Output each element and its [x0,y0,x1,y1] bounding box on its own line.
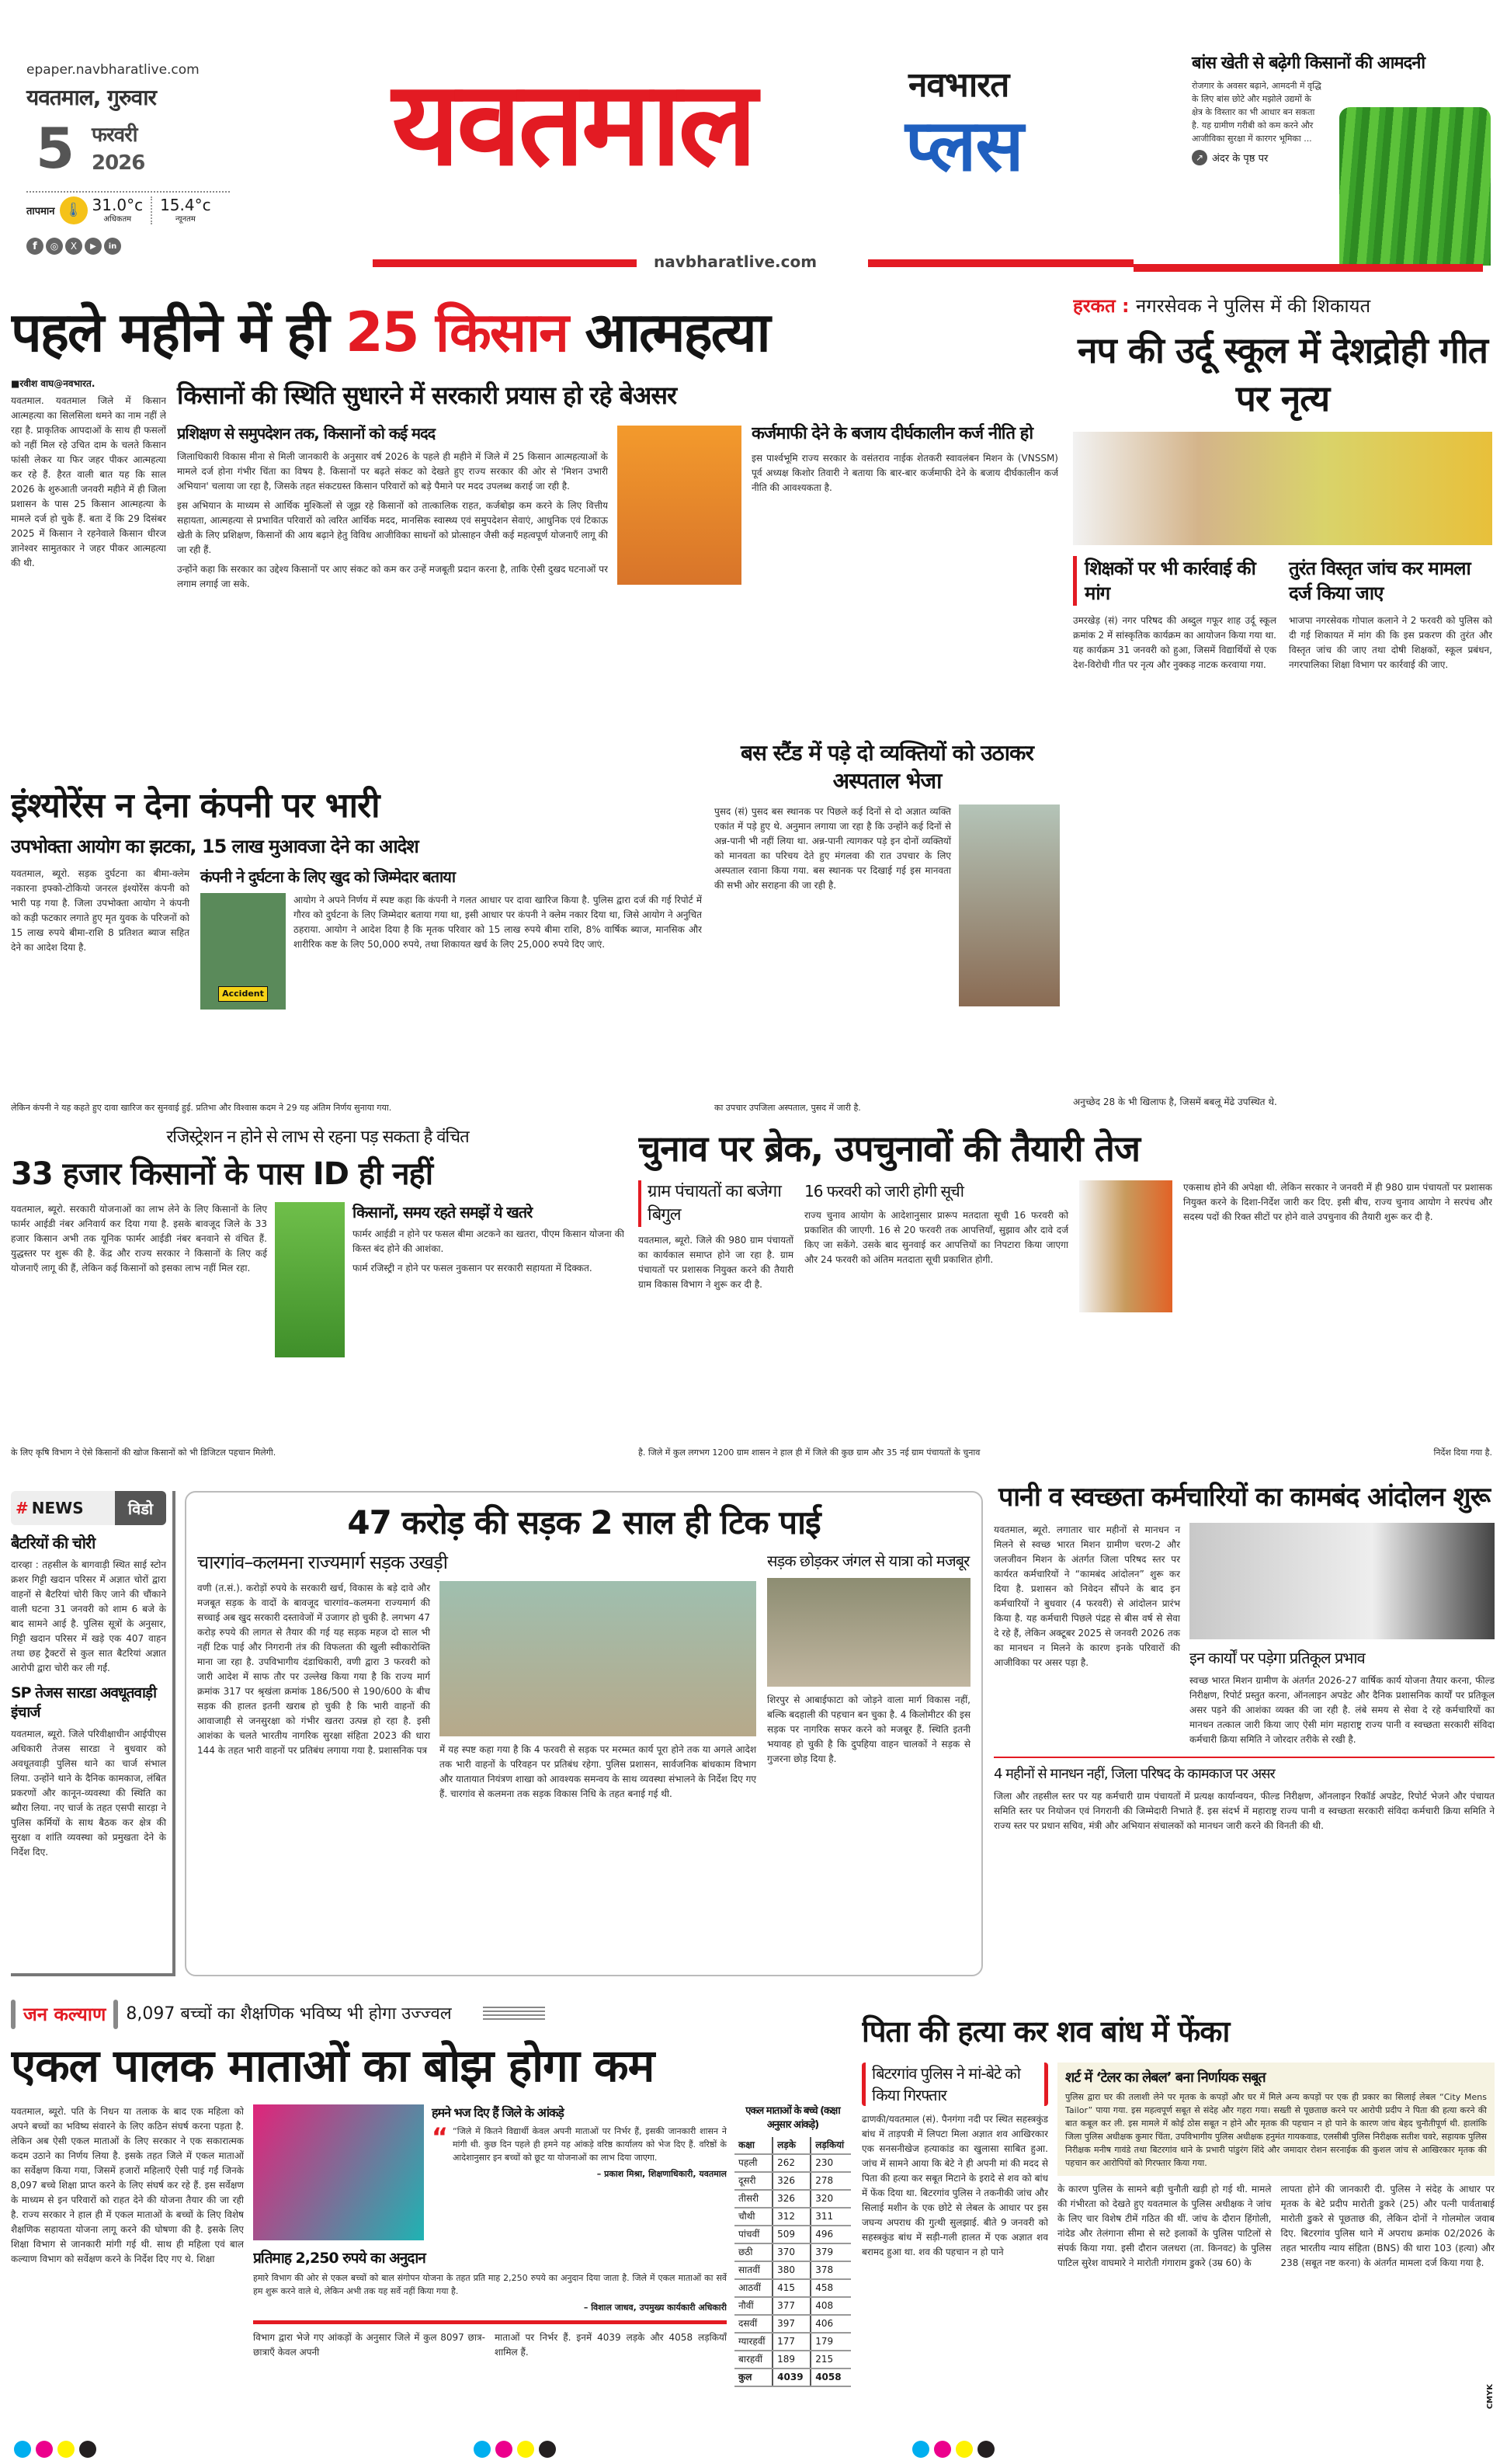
thermometer-icon: 🌡 [60,196,88,224]
sanitation-body: यवतमाल, ब्यूरो. लगातार चार महीनों से मानधन न मिलने से स्वच्छ भारत मिशन ग्रामीण चरण-2 और जलजीवन मिशन के अंतर्गत जिला परिषद स्तर पर कार्यरत कर्मचारियों ने “कामबंद आंदोलन” शुरू कर दिया है. प्रशासन को निवेदन सौंपने के बाद इन कर्मचारियों ने बुधवार (4 फरवरी) से आंदोलन प्रारंभ किया है. यह कर्मचारी पिछले पंद्रह से बीस वर्ष से सेवा दे रहे हैं, लेकिन अक्टूबर 2025 से जनवरी 2026 तक का मानधन न मिलने के कारण इनके परिवारों की आजीविका पर असर पड़ा है. [994,1524,1180,1668]
table-cell: 377 [773,2297,811,2315]
single-mothers-body: यवतमाल, ब्यूरो. पति के निधन या तलाक के बाद एक महिला को अपने बच्चों का भविष्य संवारने के लिए कठिन संघर्ष करना पड़ता है. लेकिन अब ऐसी एकल माताओं के लिए सरकार ने एक सकारात्मक कदम उठाने का निर्णय लिया है. इसके तहत जिले में एकल माताओं का सर्वेक्षण किया गया, जिसमें हजारों महिलाएँ ऐसी पाई गईं जिनके 8,097 बच्चे शिक्षा प्राप्त करने के लिए संघर्ष कर रहे हैं. इस सर्वेक्षण के माध्यम से इन परिवारों को राहत देने की योजना तैयार की जा रही है. राज्य सरकार ने हाल ही में एकल माताओं के बच्चों के लिए विशेष शैक्षणिक सहायता योजना लागू करने की घोषणा की है. इसके लिए शिक्षा विभाग से जानकारी मांगी गई थी. साथ ही महिला एवं बाल कल्याण विभाग को सर्वेक्षण करने के निर्देश दिए गए थे. शिक्षा [11,2106,244,2264]
table-header-cell: लड़कियां [811,2137,851,2154]
urdu-school-story [1073,294,1492,1117]
murder-box-body: पुलिस द्वारा घर की तलाशी लेने पर मृतक के कपड़ों और घर में मिले अन्य कपड़ों पर एक ही प्रकार का सिलाई लेबल “City Mens Tailor” पाया गया. इस महत्वपूर्ण सबूत से संदेह और गहरा गया। सख्ती से पूछताछ करने पर आरोपी प्रदीप ने पिता की हत्या करने की बात कबूल कर ली. इस मामले में कोई ठोस सबूत न होने और मृतक की पहचान न हो पाने के कारण जांच बेहद चुनौतीपूर्ण थी. हालांकि जिला पुलिस अधीक्षक कुमार चिंता, उपविभागीय पुलिस अधीक्षक हनुमंत गायकवाड, एलसीबी पुलिस निरीक्षक सतीश चवरे, सहायक पुलिस निरीक्षक मनीष गावंडे तथा बिटरगांव थाने के प्रभारी पांडुरंग शिंदे और जमादार रोशन सरनाईक की कुशल जांच से आखिरकार मृतक की पहचान कर आरोपियों को गिरफ्तार किया गया. [1065,2092,1487,2168]
battery-body: दारव्हा : तहसील के बागवाड़ी स्थित साई स्टोन क्रशर गिट्टी खदान परिसर में अज्ञात चोरों द्वारा वाहनों से बैटरियां चोरी किए जाने की चौंकाने वाली घटना 31 जनवरी को शाम 6 बजे के बाद सामने आई है. पुलिस सूत्रों के अनुसार, गिट्टी खदान परिसर में खड़े एक 407 वाहन तथा छह ट्रैक्टरों से कुल सात बैटरियां अज्ञात आरोपी द्वारा चोरी कर ली गईं. [11,1559,166,1673]
ambulance-photo [959,805,1060,1006]
sp-headline: SP तेजस सारडा अवधूतवाड़ी इंचार्ज [11,1684,157,1721]
table-row [734,2190,851,2208]
farmer-kicker: रजिस्ट्रेशन न होने से लाभ से रहना पड़ सकता है वंचित [166,1128,469,1147]
table-cell: 509 [773,2226,811,2243]
table-row [734,2154,851,2172]
linkedin-icon[interactable]: in [104,238,121,255]
quote2-body: हमारे विभाग की ओर से एकल बच्चों को बाल संगोपन योजना के तहत प्रति माह 2,250 रुपये का अनुदान दिया जाता है. जिले में एकल माताओं का सर्वे हम शुरू करने वाले थे, लेकिन अभी तक यह सर्वे नहीं किया गया है. [253,2273,727,2296]
urdu-footer: अनुच्छेद 28 के भी खिलाफ है, जिसमें बबलू मेंढे उपस्थित थे. [1073,1096,1277,1107]
tailor-label-box [1057,2063,1495,2176]
insurance-body: यवतमाल, ब्यूरो. सड़क दुर्घटना का बीमा-क्लेम नकारना इफ्को-टोकियो जनरल इंश्योरेंस कंपनी को भारी पड़ गया है. जिला उपभोक्ता आयोग ने कंपनी को कड़ी फटकार लगाते हुए मृत युवक के परिजनों को 15 लाख रुपये बीमा-राशि 8 प्रतिशत ब्याज सहित देने का आदेश दिया है. [11,868,189,953]
complainants-photo [1073,432,1492,545]
table-cell: 278 [811,2172,851,2190]
farmer-photo [275,1202,345,1357]
farmer-id-story [11,1126,624,1441]
bamboo-image [1339,107,1491,266]
table-row [734,2351,851,2368]
masthead-title: यवतमाल [392,57,755,192]
election-sub2-body: राज्य चुनाव आयोग के आदेशानुसार प्रारूप मतदाता सूची 16 फरवरी को प्रकाशित की जाएगी. 16 से 20 फरवरी तक आपत्तियाँ, सुझाव और दावे दर्ज किए जा सकेंगे. उसके बाद सुनवाई कर आपत्तियों का निपटारा किया जाएगा और 24 फरवरी को अंतिम मतदाता सूची प्रकाशित होगी. [804,1210,1068,1265]
bus-headline: बस स्टैंड में पड़े दो व्यक्तियों को उठाकर अस्पताल भेजा [741,740,1033,794]
temperature [26,196,211,224]
table-row [734,2315,851,2333]
accident-sign-icon: Accident [218,986,268,1002]
table-cell: 177 [773,2333,811,2351]
table-cell: 380 [773,2261,811,2279]
masthead-divider [26,191,230,193]
table-cell: 4039 [773,2368,811,2386]
single-mothers-middle [253,2104,727,2431]
urdu-sub2: तुरंत विस्तृत जांच कर मामला दर्ज किया जाए [1289,558,1470,604]
table-row [734,2172,851,2190]
table-cell: 215 [811,2351,851,2368]
sanitation-headline: पानी व स्वच्छता कर्मचारियों का कामबंद आंदोलन शुरू [998,1482,1490,1513]
lead-side [752,423,1058,730]
road-col2-body: में यह स्पष्ट कहा गया है कि 4 फरवरी से सड़क पर मरम्मत कार्य पूरा होने तक या अगले आदेश तक भारी वाहनों के परिवहन पर प्रतिबंध रहेगा. पुलिस प्रशासन, सार्वजनिक बांधकाम विभाग और यातायात नियंत्रण शाखा को आवश्यक समन्वय के साथ व्यवस्था संभालने के निर्देश दिए गए हैं. चारगांव से कलमना तक सड़क विकास निधि के तहत बनाई गई थी. [439,1744,756,1799]
news-video-tag: # NEWS विडो [11,1491,166,1525]
insurance-subheadline: उपभोक्ता आयोग का झटका, 15 लाख मुआवजा देने का आदेश [11,836,418,857]
murder-left [862,2063,1048,2431]
website[interactable]: navbharatlive.com [654,252,818,271]
table-cell: छठी [734,2243,773,2261]
table-cell: दूसरी [734,2172,773,2190]
brand-top: नवभारत [908,65,1009,105]
politicians-cartoon [1079,1180,1172,1312]
quote1-heading: हमने भज दिए हैं जिले के आंकड़े [432,2105,564,2120]
temperature-label: तापमान [26,205,55,217]
lead-box-heading: प्रशिक्षण से समुपदेशन तक, किसानों को कई मदद [177,424,436,443]
quote2-attr: – विशाल जाधव, उपमुख्य कार्यकारी अधिकारी [583,2302,727,2313]
urdu-sub1-body: उमरखेड़ (सं) नगर परिषद की अब्दुल गफूर शाह उर्दू स्कूल क्रमांक 2 में सांस्कृतिक कार्यक्रम का आयोजन किया गया था. यह कार्यक्रम 31 जनवरी को हुआ, जिसमें विद्यार्थियों से एक देश-विरोधी गीत पर नृत्य और नुक्कड़ नाटक करवाया गया. [1073,615,1276,670]
table-cell: 312 [773,2208,811,2226]
election-footer-left: है. जिले में कुल लगभग 1200 ग्राम शासन ने हाल ही में जिले की कुछ ग्राम और 35 नई ग्राम पंचायतों के चुनाव [638,1447,981,1458]
table-cell: पांचवीं [734,2226,773,2243]
arrow-icon: ↗ [1192,150,1207,165]
election-footer-right: निर्देश दिया गया है. [1433,1447,1492,1458]
sanitation-sub2-body: स्वच्छ भारत मिशन ग्रामीण के अंतर्गत 2026-27 वार्षिक कार्य योजना तैयार करना, फील्ड निरीक्षण, रिपोर्ट प्रस्तुत करना, ऑनलाइन अपडेट और दैनिक प्रशासनिक कार्यों पर प्रतिकूल असर पड़ने की आशंका व्यक्त की जा रही है. लंबे समय से सेवा दे रहे कर्मचारियों का मानधन तत्काल जारी किया जाए ऐसी मांग महाराष्ट्र राज्य पानी व स्वच्छता सरकारी संविदा कर्मचारी क्रिया समिति ने जोरदार तरीके से रखी है. [1189,1675,1495,1745]
urdu-sub1: शिक्षकों पर भी कार्रवाई की मांग [1073,556,1276,606]
lead-side-heading: कर्जमाफी देने के बजाय दीर्घकालीन कर्ज नीति हो [752,424,1033,443]
table-cell: 415 [773,2279,811,2297]
election-story [638,1126,1492,1441]
lead-box-points: जिलाधिकारी विकास मीना से मिली जानकारी के अनुसार वर्ष 2026 के पहले ही महीने में जिले में 25 किसान आत्महत्याओं के मामले दर्ज होना गंभीर चिंता का विषय है. किसानों पर बढ़ते संकट को देखते हुए राज्य सरकार की ओर से 'मिशन उभारी अभियान' चलाया जा रहा है, जिसके तहत संकटग्रस्त किसान परिवारों को बड़े पैमाने पर मदद उपलब्ध कराई जा रही है. इस अभियान के माध्यम से आर्थिक मुश्किलों से जूझ रहे किसानों को तात्कालिक राहत, कर्जबोझ कम करने के लिए वित्तीय सहायता, आत्महत्या से प्रभावित परिवारों को त्वरित आर्थिक मदद, मानसिक स्वास्थ्य एवं समुपदेशन सेवाएं, आधुनिक एवं टिकाऊ खेती के लिए प्रशिक्षण, किसानों की आय बढ़ाने हेतु विविध आजीविका साधनों को प्रोत्साहन जैसी कई महत्वपूर्ण योजनाएँ लागू की जा रही हैं. उन्होंने कहा कि सरकार का उद्देश्य किसानों पर आए संकट को कम कर उन्हें मजबूती प्रदान करना है, ताकि ऐसी दुखद घटनाओं पर लगाम लगाई जा सके. [177,451,608,589]
road-story [185,1491,983,1976]
news-video-box [11,1491,175,1976]
single-mothers-bottom-col2: माताओं पर निर्भर हैं. इनमें 4039 लड़के और 4058 लड़कियाँ शामिल हैं. [495,2332,727,2358]
hash-icon: # [16,1499,29,1517]
lead-box [177,423,608,730]
sanitation-sub2: इन कार्यों पर पड़ेगा प्रतिकूल प्रभाव [1189,1649,1365,1667]
road-sub2: सड़क छोड़कर जंगल से यात्रा को मजबूर [767,1552,970,1570]
table-cell: बारहवीं [734,2351,773,2368]
urdu-sub2-body: भाजपा नगरसेवक गोपाल कलाने ने 2 फरवरी को पुलिस को दी गई शिकायत में मांग की कि इस प्रकरण की तुरंत और विस्तृत जांच की जाए तथा दोषी शिक्षकों, स्कूल प्रबंधन, नगरपालिका शिक्षा विभाग पर कार्रवाई की जाए. [1289,615,1492,670]
road-headline: 47 करोड़ की सड़क 2 साल ही टिक पाई [347,1503,821,1541]
insurance-headline: इंश्योरेंस न देना कंपनी पर भारी [11,786,380,825]
election-sub1-body: यवतमाल, ब्यूरो. जिले की 980 ग्राम पंचायतों का कार्यकाल समाप्त होने जा रहा है. ग्राम पंचायतों पर प्रशासक नियुक्त करने की तैयारी ग्राम विकास विभाग ने शुरू कर दी है. [638,1235,793,1290]
table-header-cell: कक्षा [734,2137,773,2154]
sp-body: यवतमाल, ब्यूरो. जिले परिवीक्षाधीन आईपीएस अधिकारी तेजस सारडा ने बुधवार को अवधूतवाड़ी पुलिस थाने का चार्ज संभाल लिया. उन्होंने थाने के दैनिक कामकाज, लंबित प्रकरणों और कानून-व्यवस्था की स्थिति का ब्यौरा लिया. नए चार्ज के तहत एसपी सारड़ा ने पुलिस कर्मियों के साथ बैठक कर क्षेत्र की सुरक्षा व शांति व्यवस्था को प्रमुखता देने के निर्देश दिए. [11,1729,166,1858]
table-row [734,2261,851,2279]
table-cell: 458 [811,2279,851,2297]
murder-col3: लापता होने की जानकारी दी. पुलिस ने संदेह के आधार पर मृतक के बेटे प्रदीप मारोती डुकरे (25) और पत्नी पार्वताबाई मारोती डुकरे से पूछताछ की, लेकिन दोनों ने गोलमोल जवाब दिए. बिटरगांव पुलिस थाने में अपराध क्रमांक 02/2026 के तहत भारतीय न्याय संहिता (BNS) की धारा 103 (हत्या) और 238 (सबूत नष्ट करना) के अंतर्गत मामला दर्ज किया गया है. [1280,2184,1495,2268]
table-cell: सातवीं [734,2261,773,2279]
cmyk-marks-right [912,2441,995,2458]
teaser-link[interactable]: अंदर के पृष्ठ पर [1212,153,1269,165]
murder-col1: ढाणकी/यवतमाल (सं). पैनगंगा नदी पर स्थित सहस्त्रकुंड बांध में ताड़पत्री में लिपटा मिला अज्ञात शव आखिरकार एक सनसनीखेज हत्याकांड का खुलासा साबित हुआ. जांच में सामने आया कि बेटे ने ही अपनी मां की मदद से पिता की हत्या कर सबूत मिटाने के इरादे से शव को बांध में फेंक दिया था. बिटरगांव पुलिस ने तकनीकी जांच और सिलाई मशीन के एक छोटे से लेबल के आधार पर इस जघन्य अपराध की गुत्थी सुलझाई. बीते 9 जनवरी को सहस्त्रकुंड बांध में सड़ी-गली हालत में एक अज्ञात शव बरामद हुआ था. शव की पहचान न हो पाने [862,2114,1048,2257]
insurance-box-heading: कंपनी ने दुर्घटना के लिए खुद को जिम्मेदार बताया [200,867,456,886]
teaser-headline: बांस खेती से बढ़ेगी किसानों की आमदनी [1192,54,1425,73]
election-sub1: ग्राम पंचायतों का बजेगा बिगुल [638,1180,793,1227]
facebook-icon[interactable]: f [26,238,43,255]
table-cell: दसवीं [734,2315,773,2333]
battery-headline: बैटरियों की चोरी [11,1534,95,1552]
lead-byline: ■रवीश वाघ@नवभारत. [11,378,95,389]
table-cell: 189 [773,2351,811,2368]
murder-sub1: बिटरगांव पुलिस ने मां-बेटे को किया गिरफ्तार [862,2063,1048,2106]
table-cell: 378 [811,2261,851,2279]
insurance-box-body: आयोग ने अपने निर्णय में स्पष्ट कहा कि कंपनी ने गलत आधार पर दावा खारिज किया है. पुलिस द्वारा दर्ज की गई रिपोर्ट में गौरव को दुर्घटना के लिए जिम्मेदार बताया गया था, इसी आधार पर कंपनी ने क्लेम नकार दिया था, जिसे आयोग ने अनुचित ठहराया. आयोग ने आदेश दिया है कि मृतक परिवार को 15 लाख रुपये बीमा राशि, 8% वार्षिक ब्याज, मानसिक और शारीरिक कष्ट के लिए 50,000 रुपये, तथा शिकायत खर्च के लिए 25,000 रुपये दिए जाएं. [293,895,702,950]
quote1-attr: – प्रकाश मिश्रा, शिक्षणाधिकारी, यवतमाल [596,2169,727,2179]
table-cell: 408 [811,2297,851,2315]
mother-child-photo [253,2104,424,2240]
accident-image [200,893,286,1010]
table-cell: 326 [773,2172,811,2190]
road-sub2-body: शिरपुर से आबाईफाटा को जोड़ने वाला मार्ग विकास नहीं, बल्कि बदहाली की पहचान बन चुका है. 4 किलोमीटर की इस सड़क पर नागरिक सफर करने को मजबूर हैं. स्थिति इतनी भयावह हो चुकी है कि दुपहिया वाहन चालकों ने सड़क से गुजरना छोड़ दिया है. [767,1694,970,1764]
bus-body: पुसद (सं) पुसद बस स्थानक पर पिछले कई दिनों से दो अज्ञात व्यक्ति एकांत में पड़े हुए थे. अनुमान लगाया जा रहा है कि उन्होंने कई दिनों से अन्न-पानी भी नहीं लिया था. अन्न-पानी त्यागकर पड़े इन दोनों व्यक्तियों को मानवता का परिचय देते हुए मंगलवा की रात उपचार के लिए अस्पताल रवाना किया गया. बस स्थानक पर दिखाई गई इस मानवता की सभी ओर सराहना की जा रही है. [714,806,951,891]
table-row [734,2243,851,2261]
teaser[interactable] [1192,53,1491,272]
date-month: फरवरी [92,123,137,147]
decorative-lines [483,2007,545,2022]
masthead [0,0,1500,280]
city-day: यवतमाल, गुरुवार [26,85,156,110]
table-row [734,2333,851,2351]
cmyk-marks-left [14,2441,96,2458]
table-cell: 370 [773,2243,811,2261]
table-cell: तीसरी [734,2190,773,2208]
table-row [734,2208,851,2226]
memorandum-photo [1189,1523,1495,1639]
murder-right [1057,2063,1495,2431]
temp-min: 15.4°c [160,196,211,214]
temp-max-label: अधिकतम [103,215,132,224]
teaser-body: रोजगार के अवसर बढ़ाने, आमदनी में वृद्धि के लिए बांस छोटे और मझोले उद्यमों के क्षेत्र के विस्तार का भी आधार बन सकता है. यह ग्रामीण गरीबी को कम करने और आजीविका सुरक्षा में कारगर भूमिका ... [1192,81,1321,144]
murder-box-heading: शर्ट में ‘टेलर का लेबल’ बना निर्णायक सबूत [1065,2070,1266,2086]
date-day: 5 [36,116,75,181]
site-url[interactable]: epaper.navbharatlive.com [26,62,200,78]
table-cell: 311 [811,2208,851,2226]
table-row [734,2279,851,2297]
table-cell: 320 [811,2190,851,2208]
election-footer [638,1446,1492,1460]
jan-kalyan-text: 8,097 बच्चों का शैक्षणिक भविष्य भी होगा उज्ज्वल [126,2004,452,2024]
temp-min-label: न्यूनतम [175,215,196,224]
quote1-body: “जिले में कितने विद्यार्थी केवल अपनी माताओं पर निर्भर हैं, इसकी जानकारी शासन ने मांगी थी. कुछ दिन पहले ही हमने यह आंकड़े वरिष्ठ कार्यालय को भेज दिए हैं. वरिष्ठों के आदेशानुसार इन बच्चों को छूट या योजनाओं का लाभ दिया जाएगा. [453,2126,727,2163]
lead-subheadline: किसानों की स्थिति सुधारने में सरकारी प्रयास हो रहे बेअसर [177,381,677,410]
urdu-headline: नप की उर्दू स्कूल में देशद्रोही गीत पर नृत्य [1078,329,1488,419]
date-year: 2026 [92,151,145,175]
table-cell: 179 [811,2333,851,2351]
jan-kalyan-label: जन कल्याण [23,2004,106,2025]
farmer-headline: 33 हजार किसानों के पास ID ही नहीं [11,1156,433,1192]
farmer-box-points: फार्मर आईडी न होने पर फसल बीमा अटकने का खतरा, पीएम किसान योजना की किस्त बंद होने की आशंका. फार्म रजिस्ट्री न होने पर फसल नुकसान पर सरकारी सहायता में दिक्कत. [352,1229,624,1274]
cmyk-marks-mid [474,2441,556,2458]
election-col3-body: एकसाथ होने की अपेक्षा थी. लेकिन सरकार ने जनवरी में ही 980 ग्राम पंचायतों पर प्रशासक नियुक्त करने के दिशा-निर्देश जारी कर दिए. इसी बीच, राज्य चुनाव आयोग ने सरपंच और सदस्य पदों की रिक्त सीटों पर होने वाले उपचुनाव की तैयारी शुरू कर दी है. [1183,1182,1492,1222]
farmer-box-heading: किसानों, समय रहते समझें ये खतरे [352,1203,533,1222]
children-stats-table [734,2137,851,2387]
youtube-icon[interactable]: ▶ [85,238,102,255]
table-cell: चौथी [734,2208,773,2226]
table-title: एकल माताओं के बच्चे (कक्षा अनुसार आंकड़े) [745,2105,840,2131]
masthead-rule-left [373,259,637,267]
road-sub1: चारगांव–कलमना राज्यमार्ग सड़क उखड़ी [197,1552,447,1573]
table-row [734,2368,851,2386]
farmer-body: यवतमाल, ब्यूरो. सरकारी योजनाओं का लाभ लेने के लिए किसानों के लिए फार्मर आईडी नंबर अनिवार्य कर दिया गया है. इसके बावजूद जिले के 33 हजार किसान अभी तक यूनिक फार्मर आईडी नंबर बनवाने से वंचित हैं. युद्धस्तर पर शुरू की है. केंद्र और राज्य सरकार ने किसानों के लिए कई योजनाएँ लागू की हैं, लेकिन कई किसानों को इसका लाभ नहीं मिल रहा. [11,1204,267,1274]
table-cell: 397 [773,2315,811,2333]
insurance-footer: लेकिन कंपनी ने यह कहते हुए दावा खारिज कर सुनवाई हुई. प्रतिभा और विश्वास कदम ने 29 यह अंतिम निर्णय सुनाया गया. [11,1103,392,1113]
table-cell: 326 [773,2190,811,2208]
table-cell: 230 [811,2154,851,2172]
cmyk-side-code: CMYK [1486,2384,1495,2410]
single-mothers-headline: एकल पालक माताओं का बोझ होगा कम [11,2039,655,2092]
sanitation-story [994,1479,1495,1988]
lead-left-column [11,377,166,730]
table-cell: 406 [811,2315,851,2333]
kicker-text: नगरसेवक ने पुलिस में की शिकायत [1135,295,1371,317]
table-row [734,2297,851,2315]
quote2-heading: प्रतिमाह 2,250 रुपये का अनुदान [253,2250,425,2267]
election-headline: चुनाव पर ब्रेक, उपचुनावों की तैयारी तेज [638,1128,1140,1169]
temp-max: 31.0°c [92,196,144,214]
quote-icon: “ [432,2122,449,2152]
sanitation-sub1: 4 महीनों से मानधन नहीं, जिला परिषद के कामकाज पर असर [994,1766,1275,1782]
broken-road-photo [767,1578,970,1687]
table-cell: ग्यारहवीं [734,2333,773,2351]
single-mothers-bottom-col1: विभाग द्वारा भेजे गए आंकड़ों के अनुसार जिले में कुल 8097 छात्र-छात्राएँ केवल अपनी [253,2332,485,2358]
brand-bottom: प्लस [905,104,1023,187]
table-cell: नौवीं [734,2297,773,2315]
table-cell: 379 [811,2243,851,2261]
table-cell: 496 [811,2226,851,2243]
table-cell: कुल [734,2368,773,2386]
bus-footer: का उपचार उपजिला अस्पताल, पुसद में जारी है. [714,1103,861,1113]
table-row [734,2226,851,2243]
farmer-footer: के लिए कृषि विभाग ने ऐसे किसानों की खोज किसानों को भी डिजिटल पहचान मिलेगी. [11,1447,276,1458]
kicker-label: हरकत : [1073,295,1130,317]
lead-body: यवतमाल. यवतमाल जिले में किसान आत्महत्या का सिलसिला थमने का नाम नहीं ले रहा है. प्राकृतिक आपदाओं के साथ ही फसलों को नहीं मिल रहे उचित दाम के चलते किसान फांसी लेकर या फिर जहर पीकर आत्महत्या कर रहे हैं. हैरत वाली बात यह कि साल 2026 के शुरुआती जनवरी महीने में ही जिला प्रशासन के पास 25 किसान आत्महत्या के मामले दर्ज हो चुके हैं. बता दें कि 29 दिसंबर 2025 में किसान ने रहनेवाले किसान धीरज ज्ञानेश्वर सामुतकार ने जहर पीकर आत्महत्या की थी. [11,395,166,568]
sanitation-sub1-body: जिला और तहसील स्तर पर यह कर्मचारी ग्राम पंचायतों में प्रत्यक्ष कार्यान्वयन, फील्ड निरीक्षण, ऑनलाइन रिकॉर्ड अपडेट, रिपोर्ट भेजने और पंचायत समिति स्तर पर नियोजन एवं निगरानी की जिम्मेदारी निभाते हैं. इस संदर्भ में महाराष्ट्र राज्य पानी व स्वच्छता सरकारी संविदा कर्मचारी क्रिया समिति ने राज्य स्तर पर प्रधान सचिव, मंत्री और अभियान संचालकों को मानधन जारी करने की विनती की थी. [994,1791,1495,1831]
lead-headline: पहले महीने में ही 25 किसान आत्महत्या [11,301,769,364]
instagram-icon[interactable]: ◎ [46,238,63,255]
road-sub1-body: वणी (त.सं.). करोड़ों रुपये के सरकारी खर्च, विकास के बड़े दावे और मजबूत सड़क के वादों के बावजूद चारगांव–कलमना राज्यमार्ग की सच्चाई अब खुद सरकारी दस्तावेजों में उजागर हो चुकी है. लगभग 47 करोड़ रुपये की लागत से तैयार की गई यह सड़क महज दो साल भी नहीं टिक पाई और निगरानी तंत्र की विफलता की खुली स्वीकारोक्ति माना जा रहा है. उपविभागीय दंडाधिकारी, वणी द्वारा 3 फरवरी को जारी आदेश में साफ तौर पर उल्लेख किया गया है कि राज्य मार्ग क्रमांक 317 पर श्रृखंला क्रमांक 186/500 से 190/600 के बीच सड़क की हालत इतनी खराब हो चुकी है कि भारी वाहनों की आवाजाही से जनसुरक्षा को गंभीर खतरा उत्पन्न हो रहा है. इसी आशंका के चलते भारतीय नागरिक सुरक्षा संहिता 2023 की धारा 144 के तहत भारी वाहनों पर प्रतिबंध लगाया गया है. प्रशासनिक पत्र [197,1583,430,1756]
class-wise-table [734,2104,851,2431]
table-header-cell: लड़के [773,2137,811,2154]
bus-stand-story [714,739,1060,1098]
trucks-photo [439,1581,756,1736]
social-icons [26,238,121,255]
farmer-illustration [617,426,741,585]
table-cell: पहली [734,2154,773,2172]
insurance-story [11,784,702,1118]
single-mothers-kicker [11,1997,846,2031]
table-cell: 4058 [811,2368,851,2386]
masthead-rule-right [868,259,1134,267]
table-cell: 262 [773,2154,811,2172]
election-sub2: 16 फरवरी को जारी होगी सूची [804,1182,964,1201]
x-icon[interactable]: X [65,238,82,255]
murder-col2: के कारण पुलिस के सामने बड़ी चुनौती खड़ी हो गई थी. मामले की गंभीरता को देखते हुए यवतमाल के पुलिस अधीक्षक ने जांच के लिए चार विशेष टीमें गठित की थीं. जांच के दौरान हिंगोली, नांदेड और तेलंगाना सीमा से सटे इलाकों के पुलिस पाटिलों से संपर्क किया गया. इसी दौरान जलधरा (ता. किनवट) के पुलिस पाटिल सुरेश वाघमारे ने मारोती गंगाराम डुकरे (उम्र 60) के [1057,2184,1272,2268]
murder-headline: पिता की हत्या कर शव बांध में फेंका [862,2014,1230,2049]
lead-side-body: इस पार्श्वभूमि राज्य सरकार के वसंतराव नाईक शेतकरी स्वावलंबन मिशन के (VNSSM) पूर्व अध्यक्ष किशोर तिवारी ने बताया कि बार-बार कर्जमाफी देने के बजाय दीर्घकालीन कर्ज नीति की आवश्यकता है. [752,453,1058,493]
table-cell: आठवीं [734,2279,773,2297]
